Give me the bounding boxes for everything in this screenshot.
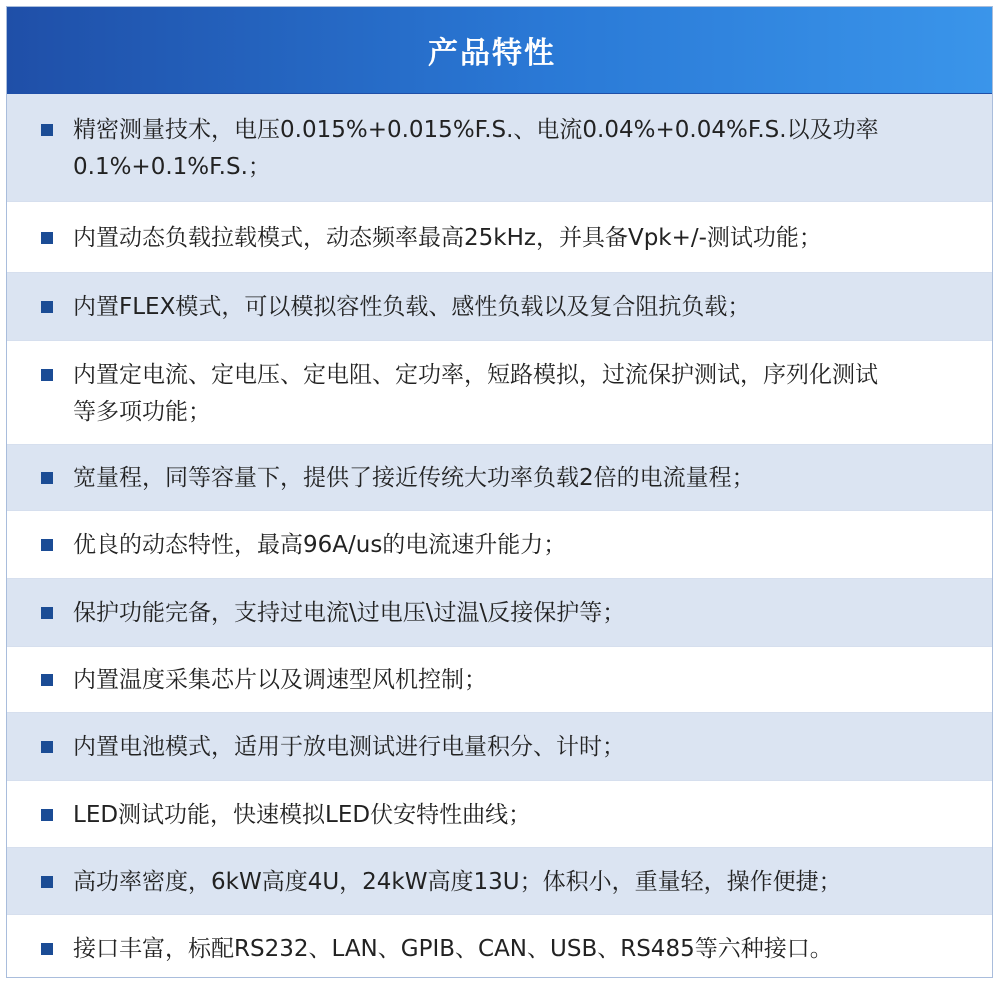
feature-item <box>7 202 992 273</box>
feature-text <box>73 931 833 968</box>
feature-text-line: 0.1%+0.1%F.S.； <box>73 154 271 180</box>
feature-text-line: 内置FLEX模式，可以模拟容性负载、感性负载以及复合阻抗负载； <box>73 294 751 320</box>
feature-text <box>73 460 755 497</box>
feature-item <box>7 713 992 781</box>
square-bullet-icon <box>41 539 53 551</box>
square-bullet-icon <box>41 943 53 955</box>
square-bullet-icon <box>41 124 53 136</box>
square-bullet-icon <box>41 369 53 381</box>
feature-item <box>7 915 992 978</box>
feature-item <box>7 647 992 713</box>
feature-text-line: 保护功能完备，支持过电流\过电压\过温\反接保护等； <box>73 600 626 626</box>
feature-text-line: 内置动态负载拉载模式，动态频率最高25kHz，并具备Vpk+/-测试功能； <box>73 225 822 251</box>
square-bullet-icon <box>41 674 53 686</box>
feature-text <box>73 357 878 431</box>
feature-text-line: 内置定电流、定电压、定电阻、定功率，短路模拟，过流保护测试，序列化测试 <box>73 362 878 388</box>
feature-item <box>7 848 992 915</box>
feature-text-line: LED测试功能，快速模拟LED伏安特性曲线； <box>73 802 532 828</box>
feature-text-line: 接口丰富，标配RS232、LAN、GPIB、CAN、USB、RS485等六种接口。 <box>73 936 833 962</box>
square-bullet-icon <box>41 809 53 821</box>
feature-text <box>73 595 625 632</box>
panel-header <box>7 7 992 94</box>
feature-item <box>7 781 992 848</box>
feature-item <box>7 273 992 341</box>
feature-text-line: 内置温度采集芯片以及调速型风机控制； <box>73 667 487 693</box>
feature-panel <box>6 6 993 978</box>
square-bullet-icon <box>41 232 53 244</box>
feature-text <box>73 729 625 766</box>
feature-text-line: 高功率密度，6kW高度4U，24kW高度13U；体积小，重量轻，操作便捷； <box>73 869 842 895</box>
square-bullet-icon <box>41 607 53 619</box>
square-bullet-icon <box>41 876 53 888</box>
feature-item <box>7 341 992 445</box>
panel-title: 产品特性 <box>428 36 556 71</box>
feature-item <box>7 511 992 579</box>
feature-list <box>7 94 992 978</box>
feature-item <box>7 94 992 202</box>
feature-item <box>7 579 992 647</box>
feature-text-line: 精密测量技术，电压0.015%+0.015%F.S.、电流0.04%+0.04%F.S.以及功率 <box>73 117 879 143</box>
square-bullet-icon <box>41 301 53 313</box>
feature-text-line: 内置电池模式，适用于放电测试进行电量积分、计时； <box>73 734 625 760</box>
feature-text <box>73 220 822 257</box>
feature-text <box>73 527 566 564</box>
feature-text <box>73 289 750 326</box>
square-bullet-icon <box>41 741 53 753</box>
feature-item <box>7 445 992 511</box>
feature-text <box>73 864 842 901</box>
feature-text-line: 优良的动态特性，最高96A/us的电流速升能力； <box>73 532 567 558</box>
square-bullet-icon <box>41 472 53 484</box>
feature-text-line: 宽量程，同等容量下，提供了接近传统大功率负载2倍的电流量程； <box>73 465 755 491</box>
feature-text <box>73 112 879 186</box>
feature-text <box>73 662 487 699</box>
feature-text-line: 等多项功能； <box>73 399 211 425</box>
feature-text <box>73 797 531 834</box>
